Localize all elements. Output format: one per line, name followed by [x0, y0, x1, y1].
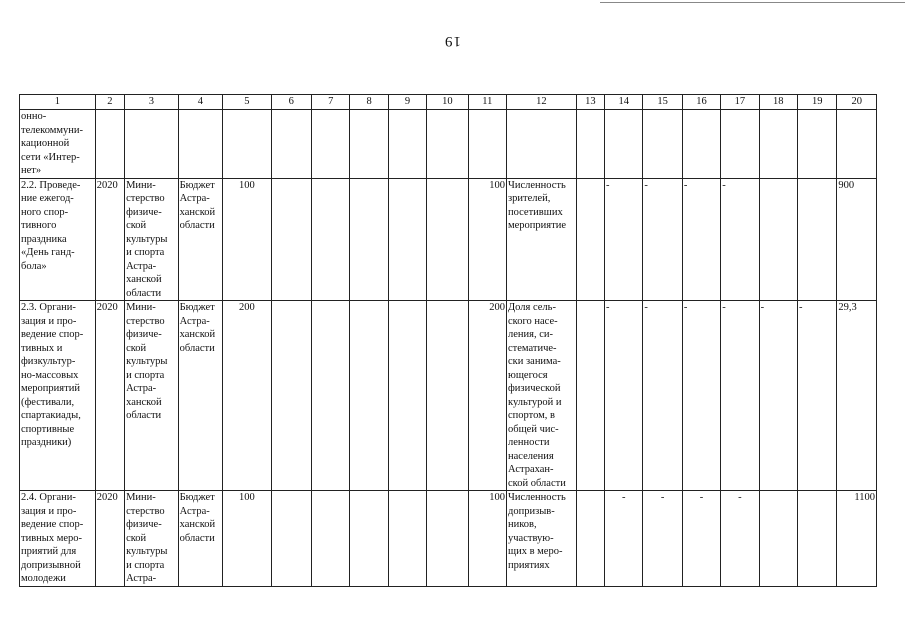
activity-cell: онно- телекоммуни- кационной сети «Интер- нет»: [20, 110, 96, 179]
value-cell: -: [605, 491, 643, 587]
program-table: [19, 94, 877, 587]
empty-cell: [312, 491, 350, 587]
executor-cell: Мини- стерство физиче- ской культуры и спорта Астра- ханской области: [125, 301, 179, 491]
table-row: [20, 301, 877, 491]
value-cell: [643, 110, 682, 179]
value-cell: [797, 491, 836, 587]
empty-cell: [388, 491, 426, 587]
value-cell: -: [721, 178, 759, 301]
amount-cell: 100: [468, 491, 506, 587]
activity-cell: 2.3. Органи- зация и про- ведение спор- тивных и физкультур- но-массовых мероприятий (фестивали, спартакиады, спортивные праздники): [20, 301, 96, 491]
empty-cell: [271, 491, 311, 587]
page-number-text: 19: [444, 33, 461, 49]
column-header: 7: [312, 95, 350, 110]
empty-cell: [350, 110, 388, 179]
target-value-cell: 1100: [837, 491, 877, 587]
empty-cell: [271, 110, 311, 179]
funding-source-cell: [178, 110, 222, 179]
column-header: 18: [759, 95, 797, 110]
column-header: 13: [576, 95, 604, 110]
column-header: 20: [837, 95, 877, 110]
column-header: 17: [721, 95, 759, 110]
column-header: 10: [427, 95, 468, 110]
value-cell: -: [721, 491, 759, 587]
empty-cell: [427, 110, 468, 179]
column-header: 14: [605, 95, 643, 110]
value-cell: [721, 110, 759, 179]
amount-cell: 200: [223, 301, 272, 491]
header-row: [20, 95, 877, 110]
year-cell: 2020: [95, 178, 124, 301]
executor-cell: [125, 110, 179, 179]
empty-cell: [312, 110, 350, 179]
top-edge-line: [600, 2, 905, 3]
empty-cell: [576, 301, 604, 491]
empty-cell: [427, 491, 468, 587]
value-cell: [797, 178, 836, 301]
indicator-cell: Численность зрителей, посетивших мероприятие: [507, 178, 577, 301]
executor-cell: Мини- стерство физиче- ской культуры и спорта Астра- ханской области: [125, 178, 179, 301]
column-header: 6: [271, 95, 311, 110]
value-cell: -: [682, 301, 720, 491]
empty-cell: [271, 301, 311, 491]
empty-cell: [576, 491, 604, 587]
column-header: 12: [507, 95, 577, 110]
column-header: 2: [95, 95, 124, 110]
funding-source-cell: Бюджет Астра- ханской области: [178, 491, 222, 587]
column-header: 3: [125, 95, 179, 110]
empty-cell: [350, 178, 388, 301]
target-value-cell: 29,3: [837, 301, 877, 491]
empty-cell: [312, 301, 350, 491]
value-cell: -: [643, 301, 682, 491]
value-cell: [797, 110, 836, 179]
executor-cell: Мини- стерство физиче- ской культуры и спорта Астра-: [125, 491, 179, 587]
value-cell: -: [759, 301, 797, 491]
value-cell: -: [721, 301, 759, 491]
table-row: [20, 491, 877, 587]
activity-cell: 2.4. Органи- зация и про- ведение спор- тивных меро- приятий для допризывной молодежи: [20, 491, 96, 587]
column-header: 4: [178, 95, 222, 110]
empty-cell: [388, 178, 426, 301]
column-header: 11: [468, 95, 506, 110]
value-cell: [682, 110, 720, 179]
column-header: 15: [643, 95, 682, 110]
column-header: 19: [797, 95, 836, 110]
empty-cell: [388, 110, 426, 179]
empty-cell: [576, 110, 604, 179]
amount-cell: 100: [223, 491, 272, 587]
column-header: 1: [20, 95, 96, 110]
value-cell: -: [797, 301, 836, 491]
indicator-cell: Доля сель- ского насе- ления, си- стематиче- ски занима- ющегося физической культурой и спортом, в общей чис- ленности населения Астрахан- ской области: [507, 301, 577, 491]
amount-cell: 200: [468, 301, 506, 491]
year-cell: 2020: [95, 491, 124, 587]
value-cell: [605, 110, 643, 179]
value-cell: -: [682, 178, 720, 301]
target-value-cell: [837, 110, 877, 179]
page-number: [0, 32, 905, 49]
empty-cell: [271, 178, 311, 301]
empty-cell: [427, 301, 468, 491]
empty-cell: [312, 178, 350, 301]
indicator-cell: [507, 110, 577, 179]
value-cell: [759, 110, 797, 179]
amount-cell: [223, 110, 272, 179]
amount-cell: 100: [468, 178, 506, 301]
amount-cell: 100: [223, 178, 272, 301]
empty-cell: [350, 491, 388, 587]
column-header: 5: [223, 95, 272, 110]
funding-source-cell: Бюджет Астра- ханской области: [178, 301, 222, 491]
empty-cell: [388, 301, 426, 491]
column-header: 16: [682, 95, 720, 110]
table-row: [20, 178, 877, 301]
year-cell: [95, 110, 124, 179]
value-cell: [759, 178, 797, 301]
table-row: [20, 110, 877, 179]
value-cell: [759, 491, 797, 587]
activity-cell: 2.2. Проведе- ние ежегод- ного спор- тивного праздника «День ганд- бола»: [20, 178, 96, 301]
value-cell: -: [682, 491, 720, 587]
column-header: 9: [388, 95, 426, 110]
value-cell: -: [643, 178, 682, 301]
value-cell: -: [605, 178, 643, 301]
year-cell: 2020: [95, 301, 124, 491]
indicator-cell: Численность допризыв- ников, участвую- щих в меро- приятиях: [507, 491, 577, 587]
empty-cell: [427, 178, 468, 301]
amount-cell: [468, 110, 506, 179]
value-cell: -: [605, 301, 643, 491]
target-value-cell: 900: [837, 178, 877, 301]
funding-source-cell: Бюджет Астра- ханской области: [178, 178, 222, 301]
value-cell: -: [643, 491, 682, 587]
empty-cell: [576, 178, 604, 301]
column-header: 8: [350, 95, 388, 110]
empty-cell: [350, 301, 388, 491]
